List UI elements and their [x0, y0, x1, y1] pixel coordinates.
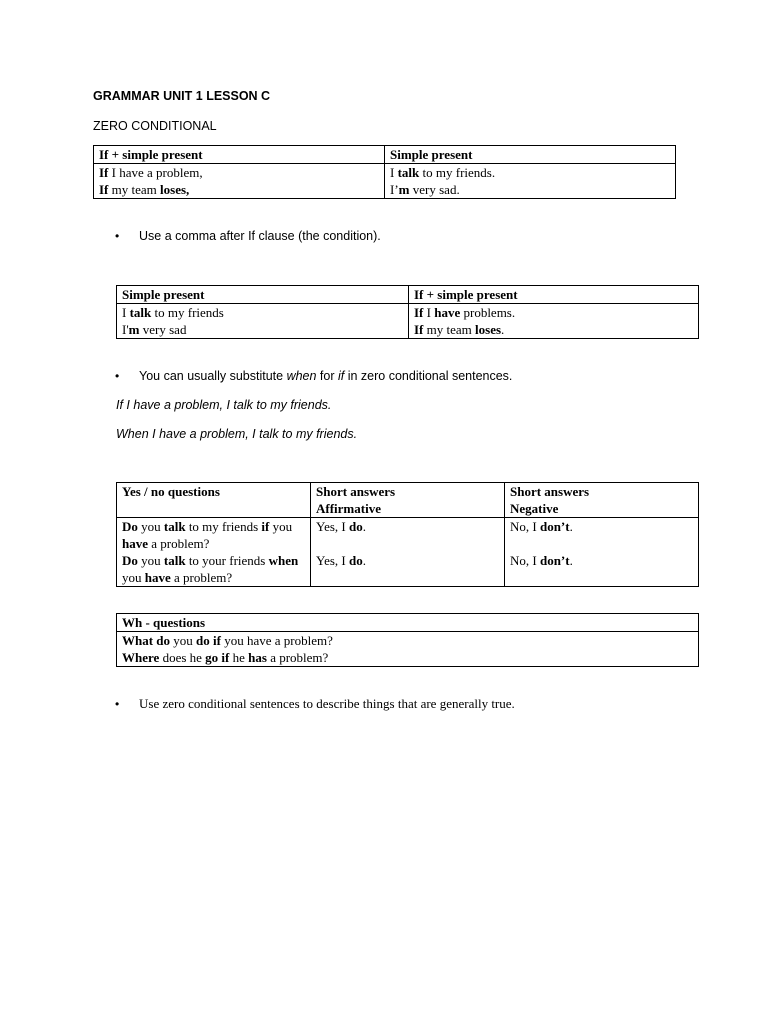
cell-line: [390, 181, 670, 198]
text-run: .: [569, 519, 573, 534]
cell-line: [122, 552, 305, 586]
cell-line: [510, 518, 693, 552]
bold-run: m: [398, 182, 410, 197]
bold-run: Do: [122, 519, 138, 534]
text-run: my team: [423, 322, 476, 337]
cell-line: [122, 321, 403, 338]
table-if-first: [93, 145, 676, 199]
bold-run: talk: [163, 553, 186, 568]
table-cell: [385, 164, 676, 199]
bullet-item: [115, 229, 381, 243]
cell-line: [316, 552, 499, 569]
text-run: a problem?: [266, 650, 329, 665]
table-cell: [94, 164, 385, 199]
bold-run: has: [248, 650, 267, 665]
bold-run: If: [414, 322, 424, 337]
text-run: in zero conditional sentences.: [344, 369, 513, 383]
column-header: If + simple present: [409, 286, 699, 304]
bold-run: m: [128, 322, 140, 337]
bold-run: If: [99, 182, 109, 197]
text-run: No, I: [510, 519, 540, 534]
table-header-row: [117, 483, 699, 518]
bullet-icon: •: [115, 369, 120, 383]
section-heading: ZERO CONDITIONAL: [93, 119, 217, 133]
column-header: If + simple present: [94, 146, 385, 164]
cell-line: [122, 649, 693, 666]
text-run: to my friends.: [419, 165, 496, 180]
table-wh-questions: [116, 613, 699, 667]
table-header-row: [117, 286, 699, 304]
cell-line: [122, 304, 403, 321]
text-run: for: [316, 369, 338, 383]
bold-run: loses: [475, 322, 502, 337]
text-run: you: [122, 570, 145, 585]
cell-line: [99, 181, 379, 198]
bold-run: if: [261, 519, 270, 534]
column-header: Short answers Negative: [505, 483, 699, 518]
bold-run: loses,: [160, 182, 190, 197]
column-header: Simple present: [385, 146, 676, 164]
bold-run: Do: [122, 553, 138, 568]
cell-line: [122, 518, 305, 552]
table-cell: [311, 518, 505, 587]
text-run: I: [423, 305, 435, 320]
text-run: you: [269, 519, 293, 534]
text-run: No, I: [510, 553, 540, 568]
text-run: very sad: [139, 322, 187, 337]
table-row: [94, 164, 676, 199]
text-run: I’: [390, 182, 399, 197]
text-run: you: [170, 633, 197, 648]
table-cell: [117, 518, 311, 587]
cell-line: [414, 304, 693, 321]
text-run: I: [122, 305, 130, 320]
table-cell: [409, 304, 699, 339]
text-run: I: [390, 165, 398, 180]
bold-run: have: [434, 305, 461, 320]
text-run: I': [122, 322, 129, 337]
text-run: to your friends: [185, 553, 269, 568]
text-run: very sad.: [409, 182, 460, 197]
table-cell: [117, 304, 409, 339]
bold-run: If: [99, 165, 109, 180]
bold-run: talk: [397, 165, 420, 180]
bold-run: when: [268, 553, 299, 568]
column-header: Short answers Affirmative: [311, 483, 505, 518]
text-run: a problem?: [170, 570, 233, 585]
text-run: you have a problem?: [220, 633, 333, 648]
table-row: [117, 304, 699, 339]
text-run: you: [137, 553, 164, 568]
bullet-text: Use zero conditional sentences to describe things that are generally true.: [139, 696, 515, 711]
document-title: GRAMMAR UNIT 1 LESSON C: [93, 89, 271, 103]
table-cell: [505, 518, 699, 587]
bullet-text: [139, 369, 512, 383]
bold-run: don’t: [539, 519, 570, 534]
table-row: [117, 632, 699, 667]
text-run: my team: [108, 182, 161, 197]
table-if-second: [116, 285, 699, 339]
bullet-item: [115, 696, 515, 712]
cell-line: [316, 518, 499, 552]
text-run: problems.: [460, 305, 516, 320]
italic-run: when: [286, 369, 317, 383]
text-run: Yes, I: [316, 519, 349, 534]
bold-run: talk: [129, 305, 152, 320]
bold-run: If: [414, 305, 424, 320]
bold-run: Where: [122, 650, 160, 665]
text-run: to my friends: [185, 519, 262, 534]
bold-run: do if: [196, 633, 221, 648]
text-run: You can usually substitute: [139, 369, 287, 383]
bold-run: don’t: [539, 553, 570, 568]
bullet-item: [115, 369, 512, 383]
text-run: .: [569, 553, 573, 568]
cell-line: [122, 632, 693, 649]
text-run: .: [501, 322, 505, 337]
text-run: .: [362, 553, 366, 568]
bold-run: do: [349, 553, 363, 568]
text-run: to my friends: [151, 305, 224, 320]
cell-line: [510, 552, 693, 569]
bold-run: have: [122, 536, 148, 551]
text-run: you: [137, 519, 164, 534]
bullet-text: Use a comma after If clause (the condition).: [139, 229, 381, 243]
cell-line: [414, 321, 693, 338]
bold-run: have: [144, 570, 171, 585]
example-sentence: If I have a problem, I talk to my friends.: [116, 398, 332, 412]
text-run: I have a problem,: [108, 165, 203, 180]
column-header: Simple present: [117, 286, 409, 304]
bold-run: go if: [205, 650, 230, 665]
cell-line: [390, 164, 670, 181]
bold-run: What do: [122, 633, 171, 648]
table-cell: [117, 632, 699, 667]
table-row: [117, 518, 699, 587]
column-header: Yes / no questions: [117, 483, 311, 518]
bold-run: talk: [163, 519, 186, 534]
italic-run: if: [338, 369, 345, 383]
text-run: Yes, I: [316, 553, 349, 568]
table-header-row: [94, 146, 676, 164]
example-sentence: When I have a problem, I talk to my friends.: [116, 427, 358, 441]
bold-run: do: [349, 519, 363, 534]
table-header-row: [117, 614, 699, 632]
text-run: .: [362, 519, 366, 534]
text-run: a problem?: [148, 536, 210, 551]
text-run: does he: [159, 650, 206, 665]
column-header: Wh - questions: [117, 614, 699, 632]
table-yes-no-questions: [116, 482, 699, 587]
bullet-icon: •: [115, 697, 120, 711]
cell-line: [99, 164, 379, 181]
text-run: he: [229, 650, 249, 665]
bullet-icon: •: [115, 229, 120, 243]
